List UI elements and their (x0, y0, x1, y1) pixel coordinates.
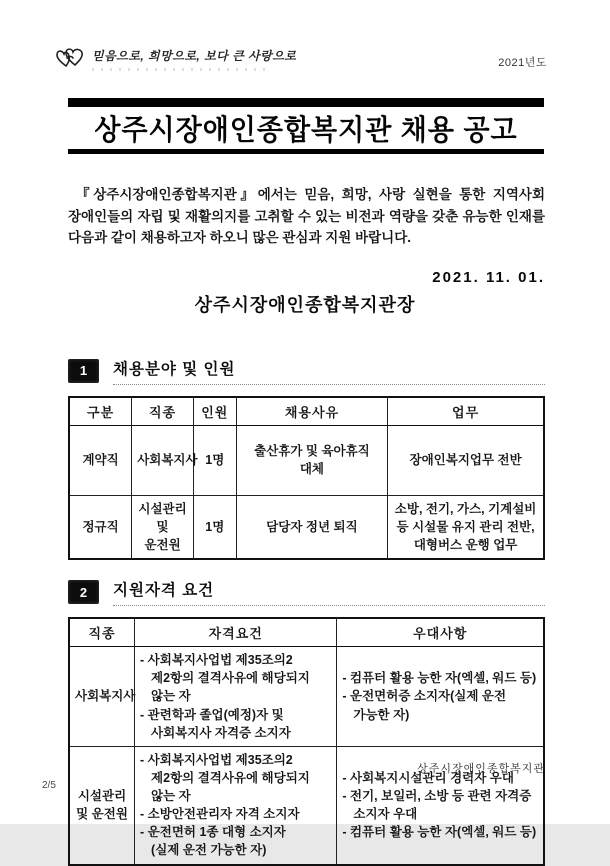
section2-title: 지원자격 요건 (113, 582, 215, 600)
cell-job: 시설관리 및 운전원 (132, 495, 194, 559)
preference-item: - 컴퓨터 활용 능한 자(엑셀, 워드 등) (342, 671, 537, 686)
section2-header (68, 578, 545, 606)
col-header-category: 구분 (69, 397, 132, 426)
org-brand (55, 46, 296, 72)
col-header-preference: 우대사항 (337, 618, 544, 647)
title-banner (68, 98, 544, 154)
cell-reason: 출산휴가 및 육아휴직 대체 (236, 425, 388, 495)
qualification-table (68, 617, 545, 865)
qualification-item: - 소방안전관리자 자격 소지자 (140, 807, 300, 822)
scan-smudge (92, 68, 266, 71)
section1-title-wrap (113, 357, 545, 385)
section2-number-badge: 2 (68, 580, 99, 604)
section1-title: 채용분야 및 인원 (113, 360, 236, 378)
qualification-item: - 관련학과 졸업(예정)자 및 사회복지사 자격증 소지자 (140, 707, 291, 740)
table-row (69, 495, 544, 559)
footer-organization: 상주시장애인종합복지관 (417, 763, 545, 775)
qualification-item: - 사회복지사업법 제35조의2 제2항의 결격사유에 해당되지 않는 자 (140, 752, 310, 804)
col-header-count: 인원 (193, 397, 236, 426)
qualification-item: - 운전면허 1종 대형 소지자 (140, 825, 286, 840)
cell-qualifications (135, 746, 337, 864)
preference-item: - 사회복지시설관리 경력자 우대 (342, 770, 514, 785)
table-row (69, 647, 544, 747)
table-row (69, 425, 544, 495)
year-label: 2021년도 (498, 57, 547, 69)
page-header (0, 0, 610, 72)
signer-title: 상주시장애인종합복지관장 (194, 294, 416, 315)
cell-qualifications (135, 647, 337, 747)
col-header-reason: 채용사유 (236, 397, 388, 426)
col-header-job: 직종 (69, 618, 135, 647)
cell-category: 계약직 (69, 425, 132, 495)
qualification-table-header-row (69, 618, 544, 647)
intro-paragraph: 『상주시장애인종합복지관』에서는 믿음, 희망, 사랑 실현을 통한 지역사회 장애인들의 자립 및 재활의지를 고취할 수 있는 비전과 역량을 갖춘 유능한 인재를 다음과 같이 채용하고자 하오니 많은 관심과 지원 바랍니다. (68, 187, 545, 246)
preference-item: - 운전면허증 소지자(실제 운전 가능한 자) (342, 689, 507, 722)
slogan-text: 믿음으로, 희망으로, 보다 큰 사랑으로 (92, 49, 297, 63)
qualification-item-continuation: (실제 운전 가능한 자) (151, 843, 267, 858)
section1-number-badge: 1 (68, 359, 99, 383)
preference-item: - 전기, 보일러, 소방 등 관련 자격증 소지자 우대 (342, 789, 532, 822)
qualification-item: - 사회복지사업법 제35조의2 제2항의 결격사유에 해당되지 않는 자 (140, 653, 310, 704)
hearts-logo-icon (55, 46, 85, 72)
cell-duty: 소방, 전기, 가스, 기계설비 등 시설물 유지 관리 전반, 대형버스 운행 업무 (388, 495, 544, 559)
cell-duty: 장애인복지업무 전반 (388, 425, 544, 495)
cell-preferences (337, 647, 544, 747)
recruitment-table-header-row (69, 397, 544, 426)
cell-category: 정규직 (69, 495, 132, 559)
col-header-job: 직종 (132, 397, 194, 426)
cell-job: 사회복지사 (69, 647, 135, 747)
col-header-duty: 업무 (388, 397, 544, 426)
cell-reason: 담당자 정년 퇴직 (236, 495, 388, 559)
cell-job: 시설관리 및 운전원 (69, 746, 135, 864)
cell-count: 1명 (193, 425, 236, 495)
notice-date: 2021. 11. 01. (432, 268, 545, 286)
slogan-block (92, 47, 296, 71)
cell-job: 사회복지사 (132, 425, 194, 495)
section2-title-wrap (113, 578, 545, 606)
page-number: 2/5 (42, 780, 56, 791)
col-header-qualification: 자격요건 (135, 618, 337, 647)
preference-item: - 컴퓨터 활용 능한 자(엑셀, 워드 등) (342, 825, 537, 840)
document-title: 상주시장애인종합복지관 채용 공고 (94, 114, 518, 146)
cell-count: 1명 (193, 495, 236, 559)
recruitment-table (68, 396, 545, 560)
section1-header (68, 357, 545, 385)
